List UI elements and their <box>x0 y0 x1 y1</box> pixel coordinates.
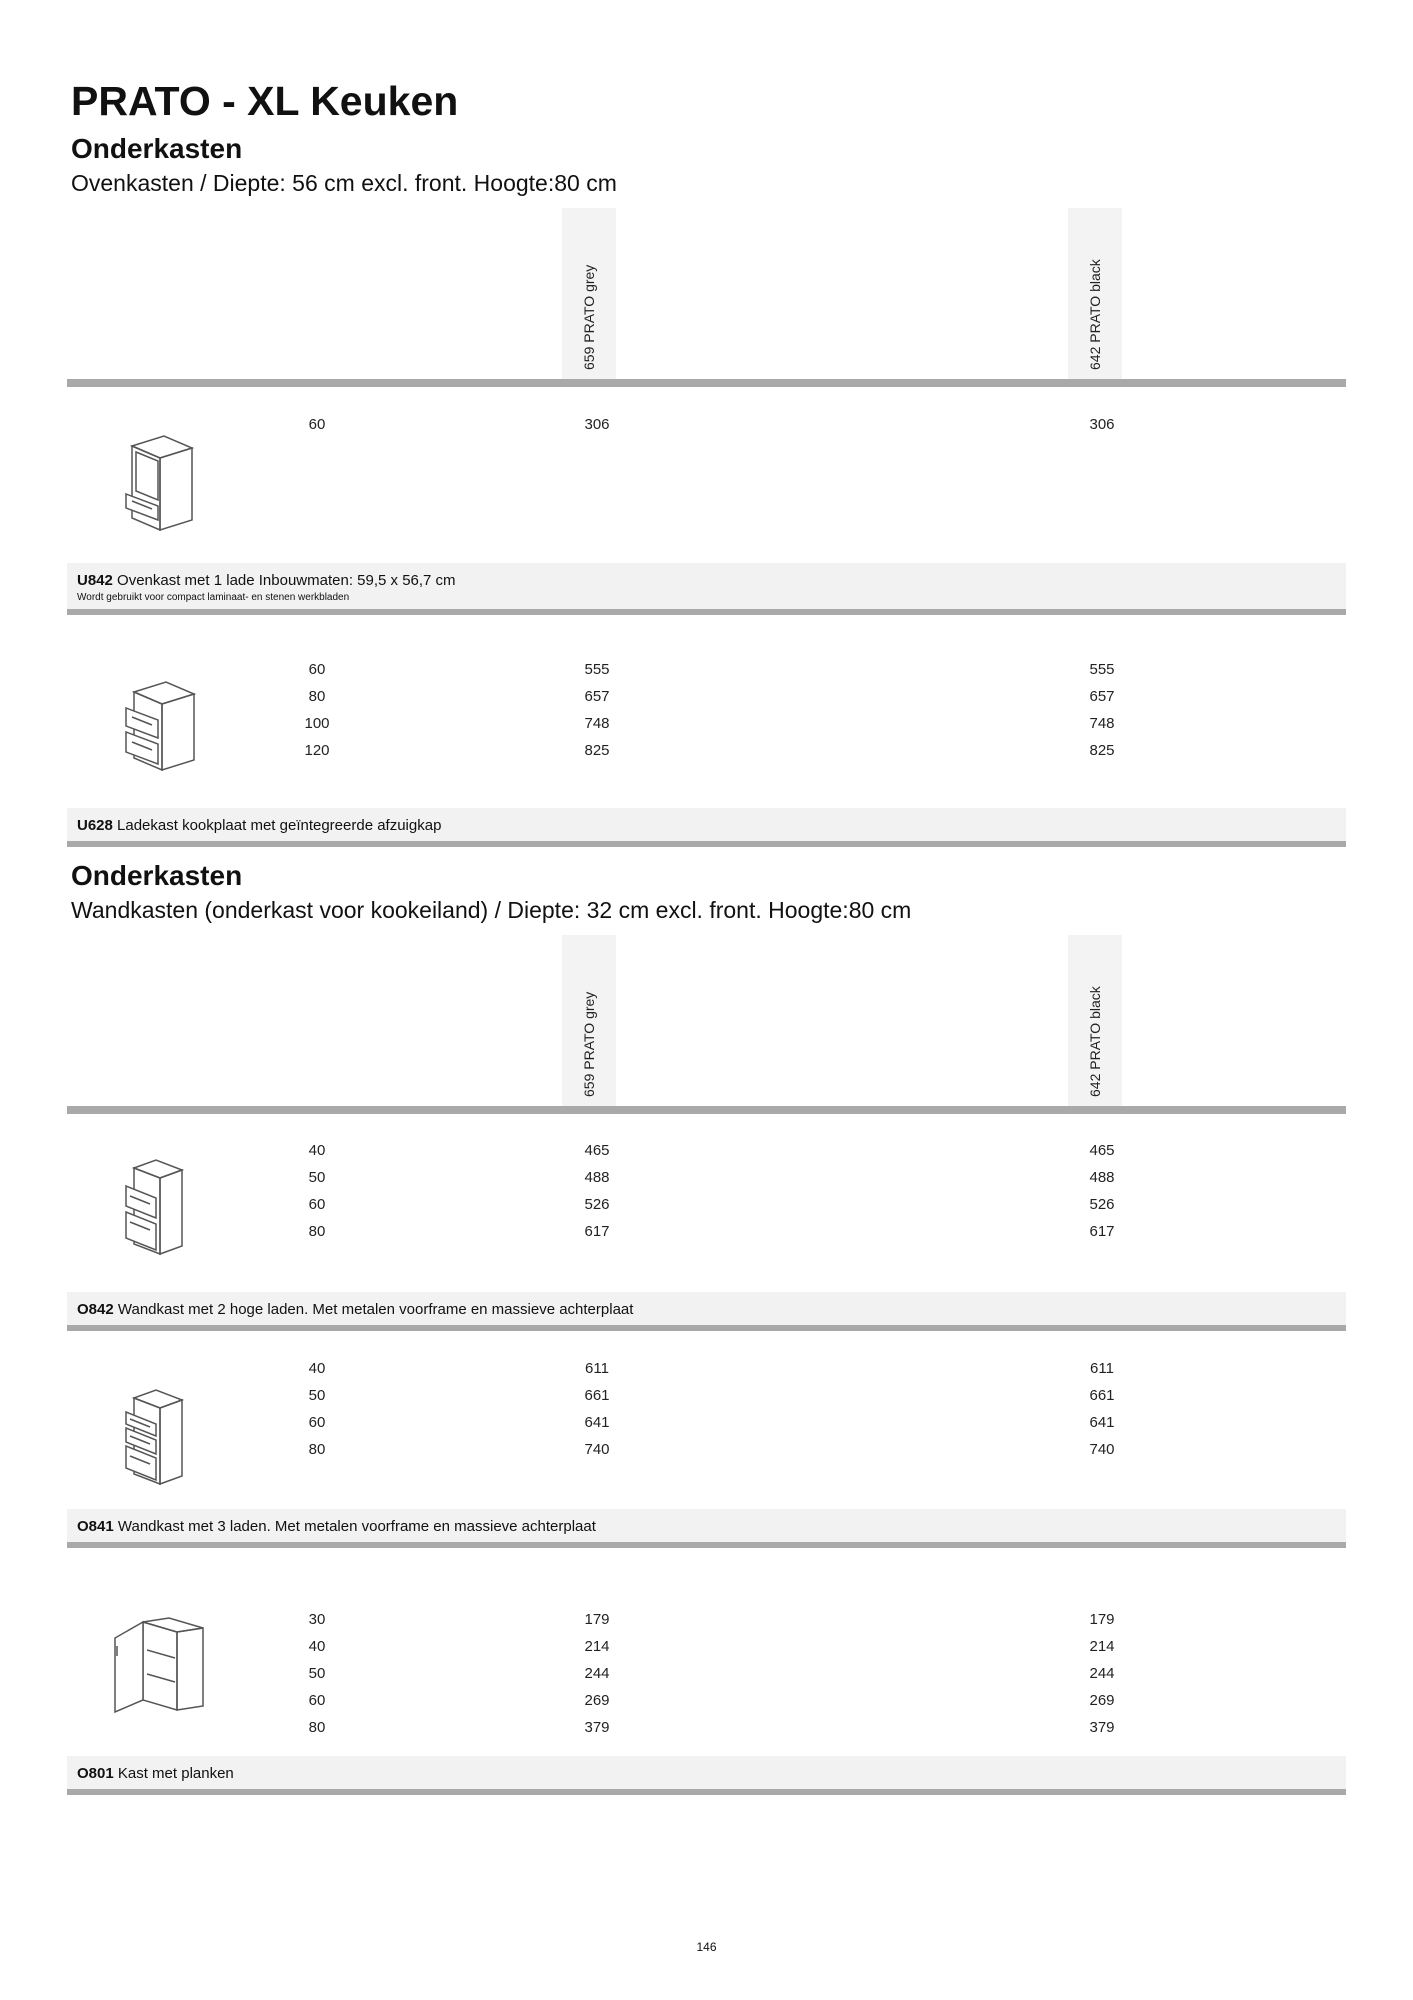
price-black: 526 <box>1089 1196 1115 1213</box>
price-black: 611 <box>1090 1360 1114 1377</box>
width-value: 80 <box>308 688 326 705</box>
width-value: 40 <box>308 1360 326 1377</box>
price-black: 465 <box>1089 1142 1115 1159</box>
product-block-o841 <box>67 1331 1346 1561</box>
product-divider <box>67 1789 1346 1795</box>
column-header-black <box>1068 208 1122 380</box>
header-divider <box>67 379 1346 387</box>
column-label: 659 PRATO grey <box>581 991 597 1097</box>
width-value: 30 <box>308 1611 326 1628</box>
column-label: 659 PRATO grey <box>581 264 597 370</box>
price-grey: 611 <box>585 1360 609 1377</box>
column-header-grey <box>562 935 616 1107</box>
width-value: 60 <box>308 1414 326 1431</box>
three-drawer-cabinet-icon <box>112 1388 192 1488</box>
width-value: 120 <box>304 742 330 759</box>
product-code: U842 <box>77 572 113 589</box>
width-value: 60 <box>308 661 326 678</box>
price-grey: 748 <box>584 715 610 732</box>
price-black: 661 <box>1089 1387 1115 1404</box>
price-black: 179 <box>1089 1611 1115 1628</box>
product-name: Wandkast met 3 laden. Met metalen voorframe en massieve achterplaat <box>117 1518 596 1535</box>
price-grey: 641 <box>584 1414 610 1431</box>
product-block-o801 <box>67 1548 1346 1798</box>
price-grey: 244 <box>584 1665 610 1682</box>
width-value: 100 <box>304 715 330 732</box>
price-black: 641 <box>1089 1414 1115 1431</box>
price-black: 306 <box>1089 416 1115 433</box>
shelf-cabinet-icon <box>107 1616 207 1716</box>
price-grey: 657 <box>584 688 610 705</box>
section-subtitle: Wandkasten (onderkast voor kookeiland) / Diepte: 32 cm excl. front. Hoogte:80 cm <box>71 897 912 923</box>
product-name: Kast met planken <box>117 1765 234 1782</box>
column-header-black <box>1068 935 1122 1107</box>
price-black: 214 <box>1089 1638 1115 1655</box>
product-divider <box>67 841 1346 847</box>
price-grey: 488 <box>584 1169 610 1186</box>
product-description <box>77 1518 596 1535</box>
column-header-grey <box>562 208 616 380</box>
price-grey: 825 <box>584 742 610 759</box>
page-title: PRATO - XL Keuken <box>71 78 459 124</box>
section-title: Onderkasten <box>71 860 243 891</box>
width-value: 80 <box>308 1441 326 1458</box>
column-label: 642 PRATO black <box>1087 259 1103 370</box>
price-grey: 379 <box>584 1719 610 1736</box>
price-black: 488 <box>1089 1169 1115 1186</box>
price-grey: 526 <box>584 1196 610 1213</box>
price-black: 740 <box>1089 1441 1115 1458</box>
header-divider <box>67 1106 1346 1114</box>
product-description-bar <box>67 1292 1346 1325</box>
product-code: O841 <box>77 1518 114 1535</box>
price-grey: 555 <box>584 661 610 678</box>
price-grey: 179 <box>584 1611 610 1628</box>
price-grey: 661 <box>584 1387 610 1404</box>
width-value: 50 <box>308 1387 326 1404</box>
product-block-u842 <box>67 387 1346 617</box>
price-grey: 740 <box>584 1441 610 1458</box>
width-value: 60 <box>308 416 326 433</box>
price-black: 617 <box>1089 1223 1115 1240</box>
two-drawer-cabinet-icon <box>112 1158 192 1258</box>
product-name: Wandkast met 2 hoge laden. Met metalen voorframe en massieve achterplaat <box>117 1301 634 1318</box>
product-description-bar <box>67 563 1346 609</box>
product-block-u628 <box>67 617 1346 847</box>
price-grey: 214 <box>584 1638 610 1655</box>
price-grey: 269 <box>584 1692 610 1709</box>
product-code: O842 <box>77 1301 114 1318</box>
product-block-o842 <box>67 1114 1346 1344</box>
price-black: 657 <box>1089 688 1115 705</box>
price-grey: 617 <box>584 1223 610 1240</box>
price-grey: 465 <box>584 1142 610 1159</box>
width-value: 50 <box>308 1169 326 1186</box>
price-black: 555 <box>1089 661 1115 678</box>
width-value: 40 <box>308 1142 326 1159</box>
product-description <box>77 1301 633 1318</box>
product-description <box>77 1765 234 1782</box>
product-note: Wordt gebruikt voor compact laminaat- en stenen werkbladen <box>77 592 350 603</box>
product-name: Ovenkast met 1 lade Inbouwmaten: 59,5 x 56,7 cm <box>117 572 456 589</box>
product-description-bar <box>67 1509 1346 1542</box>
width-value: 60 <box>308 1196 326 1213</box>
width-value: 50 <box>308 1665 326 1682</box>
width-value: 40 <box>308 1638 326 1655</box>
product-code: O801 <box>77 1765 114 1782</box>
column-label: 642 PRATO black <box>1087 986 1103 1097</box>
width-value: 60 <box>308 1692 326 1709</box>
section-subtitle: Ovenkasten / Diepte: 56 cm excl. front. Hoogte:80 cm <box>71 170 617 196</box>
width-value: 80 <box>308 1223 326 1240</box>
price-black: 269 <box>1089 1692 1115 1709</box>
product-code: U628 <box>77 817 113 834</box>
page-number: 146 <box>696 1940 717 1954</box>
width-value: 80 <box>308 1719 326 1736</box>
price-black: 379 <box>1089 1719 1115 1736</box>
product-description <box>77 572 456 589</box>
product-description-bar <box>67 1756 1346 1789</box>
price-black: 244 <box>1089 1665 1115 1682</box>
oven-cabinet-icon <box>112 434 202 532</box>
product-description-bar <box>67 808 1346 841</box>
price-black: 748 <box>1089 715 1115 732</box>
product-description <box>77 817 441 834</box>
product-name: Ladekast kookplaat met geïntegreerde afzuigkap <box>117 817 442 834</box>
price-black: 825 <box>1089 742 1115 759</box>
section-title: Onderkasten <box>71 133 243 164</box>
drawer-cabinet-icon <box>112 680 202 772</box>
price-grey: 306 <box>584 416 610 433</box>
product-divider <box>67 609 1346 615</box>
